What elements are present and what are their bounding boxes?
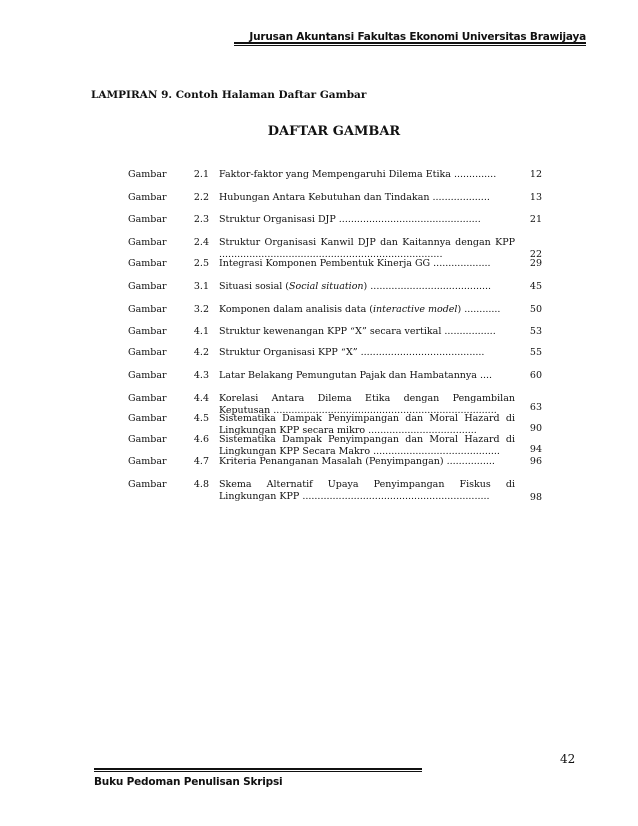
entry-caption: Hubungan Antara Kebutuhan dan Tindakan ................... [219, 192, 490, 203]
entry-label: Gambar [128, 281, 167, 292]
entry-page: 94 [529, 444, 542, 455]
entry-number: 3.2 [193, 304, 209, 315]
entry-caption: Komponen dalam analisis data (interactive model) ............ [219, 304, 501, 315]
entry-page: 96 [529, 456, 542, 467]
entry-caption: Struktur Organisasi Kanwil DJP dan Kaitannya dengan KPP .......................................................................... [219, 237, 515, 260]
entry-page: 63 [529, 402, 542, 413]
entry-page: 29 [529, 258, 542, 269]
entry-page: 22 [529, 249, 542, 260]
entry-label: Gambar [128, 347, 167, 358]
entry-number: 4.5 [193, 413, 209, 424]
entry-number: 2.1 [193, 169, 209, 180]
page-number: 42 [560, 752, 576, 766]
entry-number: 4.6 [193, 434, 209, 445]
entry-caption: Integrasi Komponen Pembentuk Kinerja GG ................... [219, 258, 491, 269]
entry-page: 21 [529, 214, 542, 225]
entry-page: 12 [529, 169, 542, 180]
footer-text: Buku Pedoman Penulisan Skripsi [94, 776, 283, 788]
page-title: DAFTAR GAMBAR [267, 124, 401, 139]
entry-number: 2.3 [193, 214, 209, 225]
entry-label: Gambar [128, 370, 167, 381]
entry-label: Gambar [128, 192, 167, 203]
entry-label: Gambar [128, 304, 167, 315]
entry-page: 60 [529, 370, 542, 381]
entry-label: Gambar [128, 326, 167, 337]
entry-caption: Korelasi Antara Dilema Etika dengan Pengambilan Keputusan .......................................................................... [219, 393, 515, 416]
entry-caption: Sistematika Dampak Penyimpangan dan Moral Hazard di Lingkungan KPP Secara Makro .......................................... [219, 434, 515, 457]
header-rule [234, 42, 586, 46]
entry-page: 53 [529, 326, 542, 337]
entry-label: Gambar [128, 413, 167, 424]
entry-label: Gambar [128, 169, 167, 180]
entry-label: Gambar [128, 434, 167, 445]
entry-caption: Latar Belakang Pemungutan Pajak dan Hambatannya .... [219, 370, 493, 381]
entry-page: 45 [529, 281, 542, 292]
entry-label: Gambar [128, 393, 167, 404]
entry-label: Gambar [128, 456, 167, 467]
lampiran-heading: LAMPIRAN 9. Contoh Halaman Daftar Gambar [91, 89, 367, 101]
entry-number: 2.2 [193, 192, 209, 203]
entry-number: 3.1 [193, 281, 209, 292]
entry-number: 4.7 [193, 456, 209, 467]
entry-number: 4.1 [193, 326, 209, 337]
entry-page: 13 [529, 192, 542, 203]
entry-caption: Situasi sosial (Social situation) ........................................ [219, 281, 492, 292]
entry-page: 98 [529, 492, 542, 503]
entry-caption: Skema Alternatif Upaya Penyimpangan Fiskus di Lingkungan KPP .............................................................. [219, 479, 515, 502]
entry-label: Gambar [128, 479, 167, 490]
entry-caption: Struktur Organisasi DJP ............................................... [219, 214, 481, 225]
entry-caption: Kriteria Penanganan Masalah (Penyimpangan) ................ [219, 456, 495, 467]
entry-label: Gambar [128, 214, 167, 225]
entry-number: 4.8 [193, 479, 209, 490]
header-institution: Jurusan Akuntansi Fakultas Ekonomi Universitas Brawijaya [249, 31, 586, 43]
entry-caption-italic: Social situation [289, 281, 364, 292]
entry-caption: Sistematika Dampak Penyimpangan dan Moral Hazard di Lingkungan KPP secara mikro .................................... [219, 413, 515, 436]
entry-page: 50 [529, 304, 542, 315]
entry-caption: Struktur Organisasi KPP “X” ......................................... [219, 347, 485, 358]
entry-caption: Struktur kewenangan KPP “X” secara vertikal ................. [219, 326, 496, 337]
entry-number: 2.4 [193, 237, 209, 248]
entry-number: 4.4 [193, 393, 209, 404]
entry-number: 4.3 [193, 370, 209, 381]
entry-label: Gambar [128, 258, 167, 269]
entry-caption-italic: interactive model [373, 304, 458, 315]
entry-page: 55 [529, 347, 542, 358]
entry-number: 2.5 [193, 258, 209, 269]
entry-label: Gambar [128, 237, 167, 248]
footer-rule [94, 768, 422, 772]
entry-number: 4.2 [193, 347, 209, 358]
entry-page: 90 [529, 423, 542, 434]
entry-caption: Faktor-faktor yang Mempengaruhi Dilema Etika .............. [219, 169, 497, 180]
